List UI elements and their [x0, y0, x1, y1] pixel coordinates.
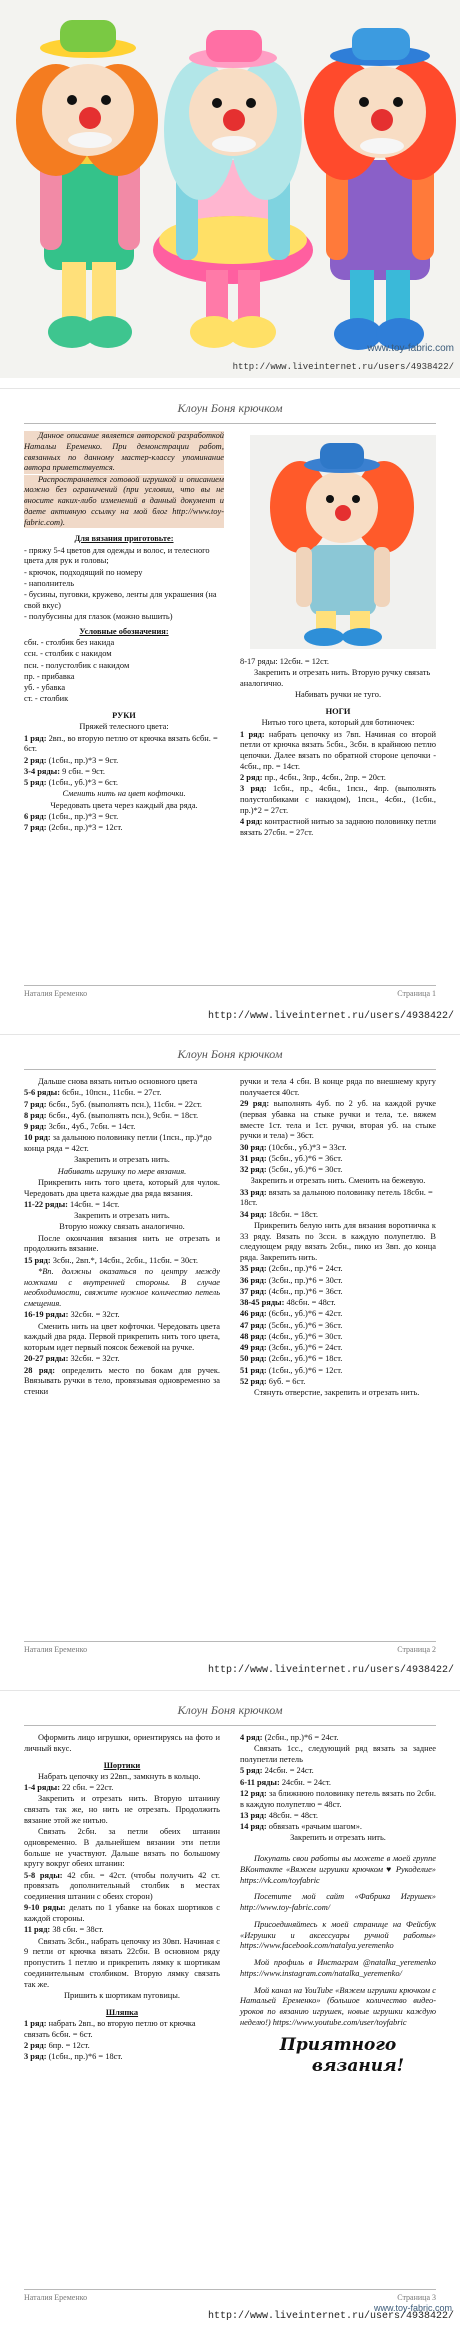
row-instruction	[24, 1366, 220, 1398]
row-label: 20-27 ряды:	[24, 1354, 69, 1364]
hero-photo	[0, 0, 460, 378]
row-label: 4 ряд:	[240, 817, 263, 826]
row-text: за ближнюю половинку петель вязать по 2сбн. в каждую полупетлю = 48ст.	[240, 1788, 437, 1809]
legend-item: ст. - столбик	[24, 694, 69, 704]
row-instruction	[24, 1111, 220, 1122]
row-text: 6пр. = 12ст.	[46, 2040, 90, 2050]
row-text: 6сбн., 10псн., 11сбн. = 27ст.	[60, 1088, 162, 1098]
legend-heading: Условные обозначения:	[79, 626, 169, 636]
row-instruction	[240, 1309, 436, 1320]
row-label: 47 ряд:	[240, 1320, 267, 1330]
row-instruction	[240, 1778, 436, 1789]
row-label: 32 ряд:	[240, 1165, 267, 1174]
row-instruction	[24, 1088, 220, 1099]
row-label: 12 ряд:	[240, 1788, 267, 1798]
note: Набрать цепочку из 22вп., замкнуть в кольцо.	[38, 1771, 201, 1781]
row-label: 31 ряд:	[240, 1153, 267, 1163]
row-instruction	[240, 1321, 436, 1332]
materials-item: - крючок, подходящий по номеру	[24, 567, 143, 577]
row-label: 38-45 ряды:	[240, 1298, 285, 1307]
footer-rule	[24, 1641, 436, 1642]
row-label: 7 ряд:	[24, 823, 47, 832]
row-instruction	[240, 1822, 436, 1833]
row-label: 10 ряд:	[24, 1133, 51, 1143]
row-instruction	[24, 778, 224, 789]
row-text: 1сбн., пр., 4сбн., 1псн., 4пр. (выполнять полустолбиками с накидом), 1псн., 4сбн., (1сбн., пр.)*2 = 27ст.	[240, 784, 436, 815]
row-text: выполнять 4уб. по 2 уб. на каждой ручке (первая убавка на стыке ручки и тела, т.е. вяжем вместе 1ст. тела и 1ст. ручки, вторая уб. на стыке ручки и тела) = 36ст.	[240, 1099, 437, 1141]
note: Пришить к шортикам пуговицы.	[63, 1990, 180, 2000]
note: Прикрепить нить того цвета, который для чулок. Чередовать два цвета каждые два ряда вязания.	[24, 1177, 220, 1198]
row-instruction	[240, 1366, 436, 1377]
closing-line-1: Приятного	[279, 2034, 397, 2055]
face-note: Оформить лицо игрушки, ориентируясь на фото и личный вкус.	[24, 1733, 220, 1753]
row-label: 8 ряд:	[24, 1110, 47, 1120]
row-instruction	[24, 1871, 220, 1903]
row-instruction	[240, 773, 436, 784]
page2-right-column	[240, 1077, 436, 1399]
row-instruction: 8-17 ряды: 12сбн. = 12ст.	[240, 657, 329, 666]
row-text: ручки и тела 4 сбн. В конце ряда по внешнему кругу получается 40ст.	[240, 1077, 436, 1097]
row-instruction	[24, 1783, 220, 1794]
page1-left-column	[24, 431, 224, 834]
promo-youtube-link[interactable]: Мой канал на YouTube «Вяжем игрушки крючком с Натальей Еременко» (большое количество видео-уроков по вязанию игрушек, новые игрушки каждую неделю!) https://www.youtube.com/user/toyfabric	[240, 1985, 436, 2027]
row-instruction	[24, 2052, 220, 2063]
row-instruction	[240, 1354, 436, 1365]
collar-note: Прикрепить белую нить для вязания воротничка к 33 ряду. Вязать по 3ссн. в каждую полупетлю. В следующем ряду вязать 2сбн., пико из 3вп. до конца ряда. Закрепить нить.	[240, 1220, 436, 1262]
footer-rule	[24, 985, 436, 986]
page-title: Клоун Боня крючком	[177, 401, 283, 415]
legend-item: псн. - полустолбик с накидом	[24, 660, 130, 670]
row-label: 28 ряд:	[24, 1365, 56, 1375]
promo-instagram-link[interactable]: Мой профиль в Инстаграм @natalka_yeremenko https://www.instagram.com/natalka_yeremenko/	[240, 1958, 436, 1978]
row-instruction	[240, 1298, 436, 1309]
legend-item: ссн. - столбик с накидом	[24, 649, 112, 659]
row-label: 5-6 ряды:	[24, 1088, 61, 1098]
row-instruction	[24, 1122, 220, 1133]
row-instruction	[24, 1100, 220, 1111]
footer-page-number: Страница 3	[397, 2293, 436, 2302]
row-text: пр., 4сбн., 3пр., 4сбн., 2пр. = 20ст.	[262, 773, 386, 782]
row-instruction	[24, 1903, 220, 1925]
row-text: (2сбн., пр.)*6 = 24ст.	[266, 1264, 343, 1274]
clowns-illustration	[0, 0, 460, 378]
row-label: 3-4 ряды:	[24, 766, 61, 776]
row-text: (1сбн., уб.)*3 = 6ст.	[46, 778, 118, 787]
row-instruction	[240, 817, 436, 839]
footer-author: Наталия Еременко	[24, 2293, 88, 2302]
row-text: (2сбн., пр.)*3 = 12ст.	[46, 823, 123, 832]
legs-heading: НОГИ	[325, 707, 351, 716]
row-instruction	[240, 1377, 436, 1388]
header-rule	[24, 1725, 436, 1726]
row-instruction	[240, 1165, 436, 1176]
note: Стянуть отверстие, закрепить и отрезать нить.	[254, 1388, 420, 1397]
row-instruction	[24, 823, 224, 834]
row-text: обвязать «рачьим шагом».	[266, 1822, 362, 1831]
row-instruction	[240, 1287, 436, 1298]
row-text: 24сбн. = 24ст.	[279, 1777, 332, 1787]
row-label: 6-11 ряды:	[240, 1777, 280, 1787]
row-label: 36 ряд:	[240, 1275, 267, 1285]
hero-watermark	[367, 343, 454, 354]
materials-heading: Для вязания приготовьте:	[74, 534, 174, 544]
row-text: (4сбн., уб.)*6 = 30ст.	[266, 1331, 343, 1341]
row-label: 35 ряд:	[240, 1264, 267, 1274]
hands-note: Чередовать цвета через каждый два ряда.	[50, 800, 198, 810]
note: Закрепить и отрезать нить. Вторую штанину связать так же, но нить не отрезать. Продолжить вязание этой же нитью.	[24, 1794, 220, 1825]
note: Закрепить и отрезать нить. Вторую ручку связать аналогично.	[240, 668, 431, 688]
row-instruction	[24, 812, 224, 823]
row-instruction	[240, 1343, 436, 1354]
intro-paragraph: Данное описание является авторской разработкой Натальи Еременко. При демонстрации работ, связанных по данному мастер-классу упоминание автора приветствуется.	[24, 431, 224, 473]
row-instruction	[240, 1099, 436, 1142]
row-text: (10сбн., уб.)*3 = 33ст.	[266, 1142, 347, 1152]
page1-right-column	[240, 657, 436, 839]
row-text: (5сбн., уб.)*6 = 36ст.	[266, 1320, 343, 1330]
row-text: 22 сбн. = 22ст.	[60, 1783, 114, 1792]
row-text: (3сбн., уб.)*6 = 24ст.	[266, 1343, 343, 1352]
row-text: (1сбн., пр.)*3 = 9ст.	[46, 755, 119, 765]
row-label: 5 ряд:	[24, 778, 47, 787]
row-text: 14сбн. = 14ст.	[67, 1199, 120, 1209]
row-text: 2вп., во вторую петлю от крючка вязать 6сбн. = 6ст.	[24, 733, 218, 754]
row-label: 15 ряд:	[24, 1255, 51, 1265]
hero-url: http://www.liveinternet.ru/users/4938422/	[232, 362, 454, 372]
row-instruction	[240, 1154, 436, 1165]
row-text: 6сбн., 5уб. (выполнять псн.), 11сбн. = 22ст.	[46, 1099, 202, 1109]
materials-item: - наполнитель	[24, 578, 75, 588]
row-label: 16-19 ряды:	[24, 1310, 69, 1320]
row-text: 3сбн., 2вп.*, 14сбн., 2сбн., 11сбн. = 30ст.	[50, 1255, 199, 1265]
row-instruction	[240, 1264, 436, 1275]
row-label: 9-10 ряды:	[24, 1903, 66, 1913]
row-instruction	[240, 1733, 436, 1744]
note: После окончания вязания нить не отрезать и продолжить вязание.	[24, 1233, 220, 1254]
row-label: 30 ряд:	[240, 1142, 267, 1152]
document-page-2	[0, 1034, 460, 1685]
footer-author: Наталия Еременко	[24, 1645, 88, 1654]
note: Связать 1сс., следующий ряд вязать за заднее полупетли петель	[240, 1744, 436, 1764]
license-paragraph: Распространяется готовой игрушкой и описанием можно без ограничений (при условии, что вы не вносите каких-либо изменений в данный документ и даете активную ссылку на мой блог http://www.toy-fabric.com).	[24, 474, 224, 527]
note: Набивать ручки не туго.	[294, 690, 382, 700]
row-text: 38 сбн. = 38ст.	[50, 1925, 104, 1935]
promo-facebook-link[interactable]: Присоединяйтесь к моей странице на Фейсбук «Игрушки и аксессуары ручной работы» https://www.facebook.com/natalya.yeremenko	[240, 1919, 436, 1951]
row-text: (4сбн., пр.)*6 = 36ст.	[266, 1286, 343, 1296]
row-text: 32сбн. = 32ст.	[68, 1310, 120, 1320]
note: Закрепить и отрезать нить.	[290, 1833, 386, 1843]
row-instruction	[24, 2041, 220, 2052]
legs-subheading: Нитью того цвета, который для ботиночек:	[261, 718, 415, 728]
row-text: (3сбн., пр.)*6 = 30ст.	[266, 1275, 343, 1285]
row-label: 7 ряд:	[24, 1099, 47, 1109]
row-label: 3 ряд:	[24, 2052, 47, 2061]
document-page-1	[0, 388, 460, 1029]
page-url: http://www.liveinternet.ru/users/4938422/	[207, 1011, 454, 1022]
shorts-heading: Шортики	[103, 1760, 141, 1770]
row-instruction	[24, 2019, 220, 2041]
closing-line-2: вязания!	[311, 2056, 405, 2077]
row-text: (5сбн., уб.)*6 = 36ст.	[266, 1153, 343, 1163]
page2-left-column	[24, 1077, 220, 1398]
footer-rule	[24, 2289, 436, 2290]
note: Закрепить и отрезать нить.	[74, 1211, 170, 1220]
row-label: 2 ряд:	[240, 773, 263, 782]
note: Набивать игрушку по мере вязания.	[57, 1166, 187, 1176]
footer-page-number: Страница 2	[397, 1645, 436, 1654]
page-footer	[24, 989, 436, 998]
row-label: 2 ряд:	[24, 2040, 47, 2050]
row-instruction	[24, 1354, 220, 1365]
legend-item: пр. - прибавка	[24, 671, 75, 681]
row-instruction	[24, 1925, 220, 1936]
row-text: определить место по бокам для ручек. Ввязывать ручки в тело, провязывая одновременно за стенки	[24, 1365, 220, 1396]
row-instruction	[24, 1310, 220, 1321]
straps-note: Связать 3сбн., набрать цепочку из 30вп. Начиная с 9 петли от крючка вязать 22сбн. В основном ряду пропустить 1 петлю и прикрепить лямку к шортикам соединительным столбиком. Вторую лямку связать так же.	[24, 1936, 220, 1989]
note: Закрепить и отрезать нить.	[74, 1155, 170, 1165]
row-label: 52 ряд:	[240, 1376, 267, 1386]
row-text: 24сбн. = 24ст.	[262, 1766, 314, 1776]
row-text: (1сбн., уб.)*6 = 12ст.	[266, 1365, 343, 1375]
row-label: 34 ряд:	[240, 1209, 267, 1219]
row-text: (2сбн., пр.)*6 = 24ст.	[262, 1733, 339, 1742]
row-text: за дальнюю половинку петли (1псн., пр.)*до конца ряда = 42ст.	[24, 1133, 212, 1153]
row-label: 1 ряд:	[24, 2018, 47, 2028]
row-label: 11-22 ряды:	[24, 1199, 68, 1209]
row-text: 48сбн. = 48ст.	[266, 1810, 318, 1820]
row-text: (5сбн., уб.)*6 = 30ст.	[266, 1165, 343, 1174]
row-instruction	[24, 1133, 220, 1155]
materials-item: - бусины, пуговки, кружево, ленты для украшения (на свой вкус)	[24, 590, 217, 610]
row-label: 50 ряд:	[240, 1354, 267, 1364]
row-label: 33 ряд:	[240, 1187, 267, 1197]
page-footer	[24, 1645, 436, 1654]
row-label: 13 ряд:	[240, 1810, 267, 1820]
row-instruction	[240, 730, 436, 773]
row-instruction	[240, 1766, 436, 1777]
row-text: набрать 2вп., во вторую петлю от крючка связать 6сбн. = 6ст.	[24, 2018, 196, 2039]
row-text: (2сбн., уб.)*6 = 18ст.	[266, 1354, 343, 1364]
row-text: вязать за дальнюю половинку петель 18сбн. = 18ст.	[240, 1187, 433, 1208]
row-text: 9 сбн. = 9ст.	[60, 766, 105, 776]
note: Сменить нить на цвет кофточки. Чередовать цвета каждый два ряда. Первой прикрепить нить того цвета, которым идет первый поясок бежевой на ручке.	[24, 1321, 220, 1352]
row-label: 5 ряд:	[240, 1766, 263, 1776]
row-label: 6 ряд:	[24, 811, 47, 821]
row-instruction	[240, 1143, 436, 1154]
legend-item: уб. - убавка	[24, 683, 66, 692]
note: Закрепить и отрезать нить. Сменить на бежевую.	[250, 1176, 426, 1186]
row-label: 1 ряд:	[240, 729, 265, 739]
page3-right-column	[240, 1733, 436, 2078]
row-label: 51 ряд:	[240, 1365, 267, 1375]
row-label: 5-8 ряды:	[24, 1870, 63, 1880]
header-rule	[24, 423, 436, 424]
note: Связать 2сбн. за петли обеих штанин одновременно. В дальнейшем вязании эти петли больше не участвуют. Дальше вязать по большому кругу вокруг обеих штанин:	[24, 1827, 220, 1869]
footer-page-number: Страница 1	[397, 989, 436, 998]
row-text: 6сбн., 4уб. (выполнять псн.), 9сбн. = 18ст.	[46, 1110, 199, 1120]
row-label: 46 ряд:	[240, 1309, 267, 1319]
materials-item: - пряжу 5-4 цветов для одежды и волос, и телесного цвета для рук и головы;	[24, 545, 210, 566]
row-text: 18сбн. = 18ст.	[266, 1209, 318, 1219]
row-text: 3сбн., 4уб., 7сбн. = 14ст.	[46, 1122, 136, 1131]
promo-site-link[interactable]: Посетите мой сайт «Фабрика Игрушек» http://www.toy-fabric.com/	[240, 1892, 436, 1912]
row-instruction	[24, 756, 224, 767]
row-label: 4 ряд:	[240, 1733, 263, 1742]
clown-photo	[250, 435, 436, 649]
row-text: 42 сбн. = 42ст. (чтобы получить 42 ст. провязать дополнительный столбик в местах соединения штанин с обеих сторон)	[24, 1870, 220, 1901]
hands-note: Сменить нить на цвет кофточки.	[62, 789, 186, 799]
page-title: Клоун Боня крючком	[177, 1047, 283, 1061]
row-instruction	[240, 1811, 436, 1822]
row-instruction	[240, 784, 436, 816]
row-label: 14 ряд:	[240, 1822, 267, 1831]
row-text: (1сбн., пр.)*6 = 18ст.	[46, 2052, 123, 2061]
row-label: 9 ряд:	[24, 1122, 47, 1131]
asterisk-note: *Вп. должны оказаться по центру между ножками с внутренней стороны. В случае необходимости, свяжите нужное количество петель смещения.	[24, 1266, 220, 1308]
materials-item: - полубусины для глазок (можно вышить)	[24, 612, 173, 621]
row-label: 1-4 ряды:	[24, 1783, 61, 1792]
row-instruction	[240, 1332, 436, 1343]
row-text: набрать цепочку из 7вп. Начиная со второй петли от крючка вязать 5сбн., 3сбн. в крайнюю петлю цепочки. Далее вязать по обратной стороне цепочки - 4сбн., пр. = 14ст.	[240, 729, 436, 771]
row-label: 1 ряд:	[24, 733, 47, 743]
row-label: 37 ряд:	[240, 1286, 267, 1296]
row-instruction	[24, 767, 224, 778]
page-footer	[24, 2293, 436, 2302]
header-rule	[24, 1069, 436, 1070]
row-text: контрастной нитью за заднюю половинку петли вязать 27сбн. = 27ст.	[240, 817, 436, 837]
hero-watermark-site: www.toy-fabric.com	[367, 343, 454, 354]
hands-heading: РУКИ	[112, 711, 136, 720]
legend-item: сбн. - столбик без накида	[24, 638, 115, 647]
document-page-3	[0, 1690, 460, 2331]
row-text: (1сбн., пр.)*3 = 9ст.	[46, 811, 119, 821]
note: Вторую ножку связать аналогично.	[59, 1222, 185, 1232]
row-label: 48 ряд:	[240, 1331, 267, 1341]
row-instruction	[24, 1256, 220, 1267]
row-instruction	[240, 1276, 436, 1287]
hat-heading: Шляпка	[105, 2007, 139, 2017]
page3-left-column	[24, 1733, 220, 2063]
promo-vk-link[interactable]: Покупать свои работы вы можете в моей группе ВКонтакте «Вяжем игрушки крючком ♥ Рукоделие» https://vk.com/toyfabric	[240, 1854, 436, 1885]
row-label: 29 ряд:	[240, 1099, 270, 1108]
row-instruction	[240, 1210, 436, 1221]
row-text: Дальше снова вязать нитью основного цвета	[38, 1077, 198, 1086]
row-instruction	[240, 1188, 436, 1210]
row-text: 48сбн. = 48ст.	[284, 1298, 336, 1307]
row-instruction	[24, 1200, 220, 1211]
footer-watermark: www.toy-fabric.com	[373, 2303, 452, 2313]
page-url: http://www.liveinternet.ru/users/4938422/	[207, 2311, 454, 2322]
page-url: http://www.liveinternet.ru/users/4938422/	[207, 1665, 454, 1676]
row-text: (6сбн., уб.)*6 = 42ст.	[266, 1309, 343, 1319]
row-text: делать по 1 убавке на боках шортиков с каждой стороны.	[24, 1903, 221, 1923]
row-instruction	[24, 734, 224, 756]
row-label: 11 ряд:	[24, 1925, 51, 1935]
footer-author: Наталия Еременко	[24, 989, 88, 998]
promo-block	[240, 1854, 436, 2029]
hands-subheading: Пряжей телесного цвета:	[79, 722, 169, 732]
row-instruction	[240, 1789, 436, 1811]
row-label: 49 ряд:	[240, 1343, 267, 1352]
row-label: 2 ряд:	[24, 755, 47, 765]
row-label: 3 ряд:	[240, 784, 267, 794]
page-title: Клоун Боня крючком	[177, 1703, 283, 1717]
row-text: 32сбн. = 32ст.	[68, 1354, 120, 1364]
row-text: 6уб. = 6ст.	[266, 1376, 306, 1386]
